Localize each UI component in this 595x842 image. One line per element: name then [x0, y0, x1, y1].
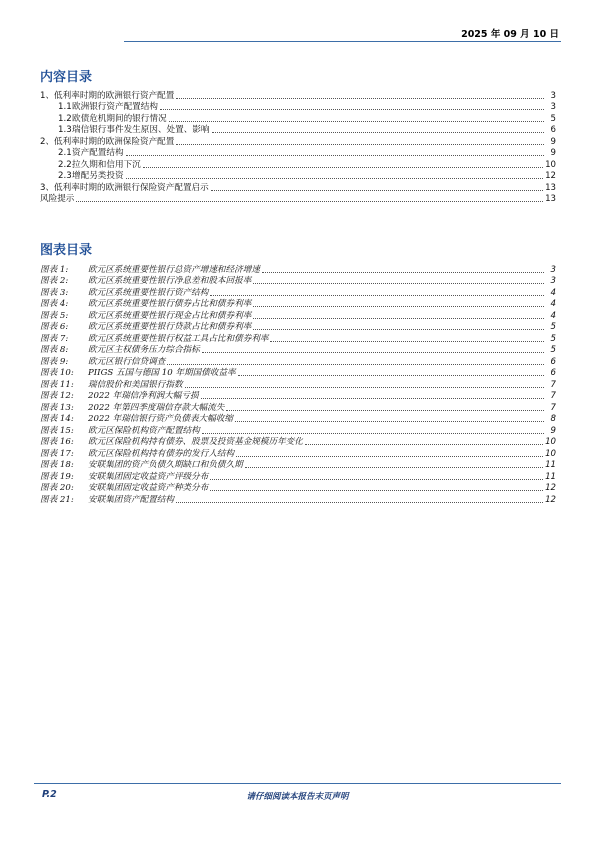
figure-entry-page: 12: [545, 494, 556, 505]
figure-entry-page: 5: [550, 333, 556, 344]
figure-entry-text: 欧元区银行信贷调查: [88, 356, 166, 367]
toc-entry-number: 1.3: [58, 125, 72, 135]
figure-entry[interactable]: [40, 333, 556, 345]
figure-entry-text: 安联集团固定收益资产评级分布: [88, 471, 209, 482]
figure-entry-number: 图表 1:: [40, 264, 69, 275]
figure-entry-label: [40, 495, 174, 506]
toc-entry[interactable]: [40, 171, 556, 183]
dot-leader: [185, 387, 544, 388]
figure-entry-text: 欧元区系统重要性银行权益工具占比和债券利率: [88, 333, 269, 344]
toc-entry-page: 13: [545, 182, 556, 193]
figure-entry-text: 欧元区系统重要性银行资产结构: [88, 287, 209, 298]
figure-entry-label: [40, 380, 183, 391]
toc-entry-label: [58, 102, 158, 113]
figures-list: [40, 264, 556, 506]
figure-entry-number: 图表 12:: [40, 391, 74, 401]
figure-entry[interactable]: [40, 345, 556, 357]
report-date: 2025 年 09 月 10 日: [461, 29, 559, 40]
figure-entry[interactable]: [40, 414, 556, 426]
figure-entry-label: [40, 311, 251, 322]
footer-disclaimer: 请仔细阅读本报告末页声明: [246, 792, 349, 802]
dot-leader: [210, 295, 544, 296]
figure-entry[interactable]: [40, 402, 556, 414]
figure-entry-page: 3: [550, 264, 556, 275]
figure-entry-text: 欧元区主权债务压力综合指标: [88, 345, 200, 355]
figure-entry-number: 图表 18:: [40, 460, 74, 470]
toc-entry-page: 13: [545, 194, 556, 204]
dot-leader: [253, 318, 544, 319]
dot-leader: [176, 502, 543, 503]
toc-entry-text: 2、低利率时期的欧洲保险资产配置: [40, 136, 175, 147]
toc-entry-label: [58, 125, 210, 136]
figure-entry-label: [40, 460, 243, 471]
toc-entry[interactable]: [40, 182, 556, 194]
figure-entry-page: 10: [545, 448, 556, 459]
figure-entry-number: 图表 19:: [40, 471, 74, 482]
toc-title: 内容目录: [40, 70, 93, 85]
figures-title: 图表目录: [40, 243, 93, 258]
figure-entry-label: [40, 414, 233, 425]
toc-entry[interactable]: [40, 125, 556, 137]
toc-entry-label: [58, 148, 124, 159]
figure-entry-number: 图表 7:: [40, 333, 69, 344]
figure-entry-text: 欧元区保险机构持有债券、股票及投资基金规模历年变化: [88, 437, 303, 447]
dot-leader: [253, 283, 544, 284]
figure-entry-label: [40, 288, 208, 299]
figure-entry-page: 4: [550, 287, 556, 298]
page-number: P.2: [42, 789, 57, 800]
figure-entry-text: 安联集团资产配置结构: [88, 494, 174, 505]
figure-entry-number: 图表 5:: [40, 310, 69, 321]
figure-entry-number: 图表 20:: [40, 483, 74, 493]
figure-entry-text: 2022 年第四季度瑞信存款大幅流失: [88, 402, 225, 413]
toc-entry-text: 3、低利率时期的欧洲银行保险资产配置启示: [40, 182, 209, 193]
figure-entry-page: 5: [550, 322, 556, 332]
figure-entry-page: 6: [550, 368, 556, 378]
toc-entry-page: 12: [545, 171, 556, 181]
toc-entry-page: 3: [550, 90, 556, 101]
toc-entry-text: 增配另类投资: [72, 171, 124, 181]
figure-entry[interactable]: [40, 310, 556, 322]
toc-entry-label: [40, 137, 174, 148]
dot-leader: [262, 272, 544, 273]
toc-entry-text: 风险提示: [40, 194, 75, 204]
figure-entry[interactable]: [40, 287, 556, 299]
figure-entry-text: 2022 年瑞信银行资产负债表大幅收缩: [88, 414, 233, 424]
toc-entry-number: 2.2: [58, 159, 72, 170]
figure-entry-number: 图表 2:: [40, 276, 69, 286]
dot-leader: [167, 364, 544, 365]
figure-entry-text: 欧元区系统重要性银行现金占比和债券利率: [88, 310, 252, 321]
figure-entry-label: [40, 322, 251, 333]
figure-entry-number: 图表 10:: [40, 368, 74, 378]
toc-entry-text: 拉久期和信用下沉: [72, 159, 141, 170]
toc-entry-label: [40, 194, 74, 205]
toc-entry-text: 1、低利率时期的欧洲银行资产配置: [40, 90, 175, 101]
dot-leader: [253, 329, 544, 330]
toc-entry-text: 资产配置结构: [72, 148, 124, 158]
figure-entry-page: 5: [550, 345, 556, 355]
figure-entry-label: [40, 403, 224, 414]
figure-entry-label: [40, 299, 251, 310]
toc-entry-page: 5: [550, 113, 556, 124]
toc-entry-text: 欧洲银行资产配置结构: [72, 102, 158, 112]
dot-leader: [176, 98, 544, 99]
figure-entry-text: 安联集团的资产负债久期缺口和负债久期: [88, 460, 243, 470]
figure-entry[interactable]: [40, 356, 556, 368]
figure-entry-number: 图表 4:: [40, 299, 69, 309]
dot-leader: [160, 109, 544, 110]
figure-entry-text: 安联集团固定收益资产种类分布: [88, 483, 209, 493]
figure-entry-page: 12: [545, 483, 556, 493]
toc-entry[interactable]: [40, 194, 556, 206]
figure-entry-number: 图表 15:: [40, 425, 74, 436]
dot-leader: [305, 444, 543, 445]
dot-leader: [202, 352, 544, 353]
figure-entry-label: [40, 334, 268, 345]
figure-entry-page: 10: [545, 437, 556, 447]
toc-entry-label: [58, 171, 124, 182]
dot-leader: [126, 178, 543, 179]
toc-entry[interactable]: [40, 136, 556, 148]
figure-entry-page: 3: [550, 276, 556, 286]
figure-entry-label: [40, 472, 208, 483]
dot-leader: [238, 375, 544, 376]
figure-entry-label: [40, 345, 200, 356]
toc-entry-label: [58, 114, 167, 125]
dot-leader: [126, 155, 544, 156]
toc-entry-label: [58, 160, 141, 171]
dot-leader: [245, 467, 543, 468]
figure-entry-page: 11: [545, 471, 556, 482]
figure-entry-text: 欧元区保险机构持有债券的发行人结构: [88, 448, 235, 459]
dot-leader: [235, 421, 544, 422]
figure-entry-number: 图表 14:: [40, 414, 74, 424]
dot-leader: [210, 479, 543, 480]
figure-entry-number: 图表 6:: [40, 322, 69, 332]
figure-entry-text: 欧元区系统重要性银行净息差和股本回报率: [88, 276, 252, 286]
figure-entry[interactable]: [40, 264, 556, 276]
figure-entry-text: 欧元区保险机构资产配置结构: [88, 425, 200, 436]
figure-entry[interactable]: [40, 276, 556, 288]
figure-entry-label: [40, 483, 208, 494]
figure-entry-number: 图表 9:: [40, 356, 69, 367]
toc-entry-page: 9: [550, 136, 556, 147]
figure-entry-text: PIIGS 五国与德国 10 年期国债收益率: [88, 368, 236, 378]
figure-entry-label: [40, 426, 200, 437]
toc-entry[interactable]: [40, 113, 556, 125]
figure-entry-text: 欧元区系统重要性银行贷款占比和债券利率: [88, 322, 252, 332]
toc-entry-text: 瑞信银行事件发生原因、处置、影响: [72, 125, 210, 135]
footer-rule: [34, 783, 561, 784]
toc-entry-number: 1.1: [58, 102, 72, 112]
figure-entry-number: 图表 3:: [40, 287, 69, 298]
figure-entry[interactable]: [40, 483, 556, 495]
figure-entry-page: 4: [550, 310, 556, 321]
figure-entry[interactable]: [40, 368, 556, 380]
toc-entry-label: [40, 183, 209, 194]
figure-entry[interactable]: [40, 299, 556, 311]
dot-leader: [270, 341, 544, 342]
figure-entry-number: 图表 8:: [40, 345, 69, 355]
dot-leader: [202, 433, 544, 434]
figure-entry-label: [40, 437, 303, 448]
figure-entry[interactable]: [40, 437, 556, 449]
dot-leader: [201, 398, 544, 399]
toc-entry-page: 6: [550, 125, 556, 135]
figure-entry-page: 9: [550, 425, 556, 436]
dot-leader: [143, 167, 543, 168]
toc-entry[interactable]: [40, 159, 556, 171]
dot-leader: [212, 132, 544, 133]
toc-entry-label: [40, 91, 174, 102]
toc-entry[interactable]: [40, 148, 556, 160]
figure-entry[interactable]: [40, 448, 556, 460]
dot-leader: [211, 190, 543, 191]
figure-entry-number: 图表 21:: [40, 494, 74, 505]
figure-entry-label: [40, 449, 234, 460]
figure-entry-number: 图表 13:: [40, 402, 74, 413]
toc-entry-number: 1.2: [58, 113, 72, 124]
header-rule: [124, 41, 561, 42]
figure-entry[interactable]: [40, 425, 556, 437]
toc-entry-number: 2.3: [58, 171, 72, 181]
figure-entry-page: 7: [550, 402, 556, 413]
figure-entry[interactable]: [40, 379, 556, 391]
figure-entry-page: 7: [550, 391, 556, 401]
figure-entry[interactable]: [40, 494, 556, 506]
toc-entry[interactable]: [40, 90, 556, 102]
toc-list: [40, 90, 556, 205]
figure-entry-page: 6: [550, 356, 556, 367]
dot-leader: [176, 144, 544, 145]
figure-entry-text: 瑞信股价和美国银行指数: [88, 379, 183, 390]
figure-entry-text: 2022 年瑞信净利润大幅亏损: [88, 391, 199, 401]
toc-entry-page: 3: [550, 102, 556, 112]
toc-entry[interactable]: [40, 102, 556, 114]
figure-entry-label: [40, 368, 236, 379]
figure-entry-number: 图表 17:: [40, 448, 74, 459]
figure-entry-page: 7: [550, 379, 556, 390]
figure-entry-text: 欧元区系统重要性银行总资产增速和经济增速: [88, 264, 260, 275]
figure-entry-page: 4: [550, 299, 556, 309]
dot-leader: [226, 410, 544, 411]
dot-leader: [76, 201, 543, 202]
figure-entry[interactable]: [40, 322, 556, 334]
figure-entry-text: 欧元区系统重要性银行债券占比和债券利率: [88, 299, 252, 309]
toc-entry-text: 欧债危机期间的银行情况: [72, 113, 167, 124]
figure-entry-label: [40, 276, 251, 287]
dot-leader: [210, 490, 543, 491]
toc-entry-page: 9: [550, 148, 556, 158]
dot-leader: [253, 306, 544, 307]
figure-entry-label: [40, 357, 165, 368]
figure-entry[interactable]: [40, 471, 556, 483]
figure-entry-number: 图表 11:: [40, 379, 74, 390]
figure-entry-label: [40, 265, 260, 276]
figure-entry[interactable]: [40, 391, 556, 403]
figure-entry-number: 图表 16:: [40, 437, 74, 447]
figure-entry[interactable]: [40, 460, 556, 472]
dot-leader: [236, 456, 543, 457]
figure-entry-page: 8: [550, 414, 556, 424]
toc-entry-page: 10: [545, 159, 556, 170]
dot-leader: [169, 121, 544, 122]
figure-entry-page: 11: [545, 460, 556, 470]
toc-entry-number: 2.1: [58, 148, 72, 158]
figure-entry-label: [40, 391, 199, 402]
